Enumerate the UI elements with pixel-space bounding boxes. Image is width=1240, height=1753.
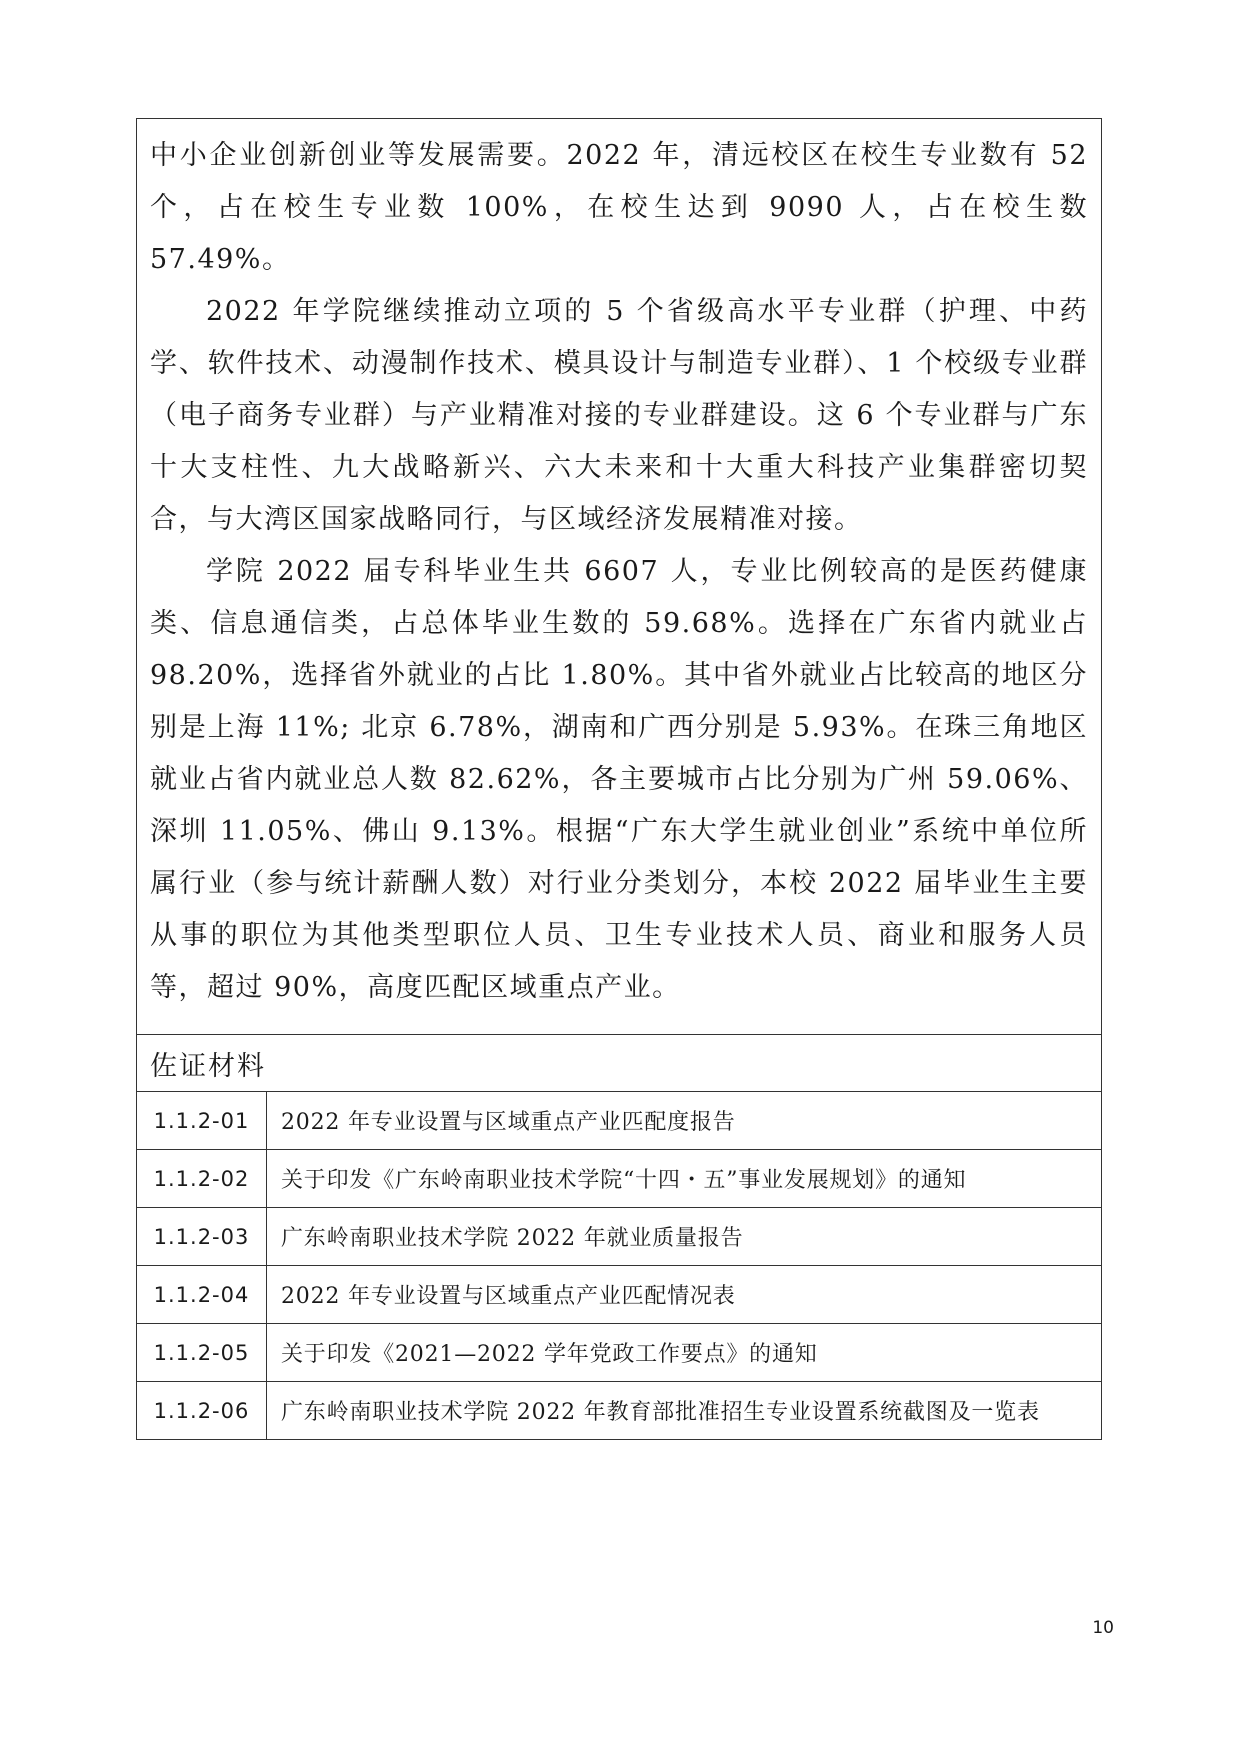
evidence-code: 1.1.2-06 (137, 1382, 267, 1440)
evidence-row (137, 1266, 1102, 1324)
evidence-row (137, 1324, 1102, 1382)
evidence-title: 广东岭南职业技术学院 2022 年教育部批准招生专业设置系统截图及一览表 (267, 1382, 1102, 1440)
evidence-title: 2022 年专业设置与区域重点产业匹配度报告 (267, 1092, 1102, 1150)
body-cell (137, 119, 1102, 1035)
body-paragraph: 学院 2022 届专科毕业生共 6607 人，专业比例较高的是医药健康类、信息通信类，占总体毕业生数的 59.68%。选择在广东省内就业占 98.20%，选择省外就业的占比 1.80%。其中省外就业占比较高的地区分别是上海 11%; 北京 6.78%，湖南和广西分别是 5.93%。在珠三角地区就业占省内就业总人数 82.62%，各主要城市占比分别为广州 59.06%、深圳 11.05%、佛山 9.13%。根据“广东大学生就业创业”系统中单位所属行业（参与统计薪酬人数）对行业分类划分，本校 2022 届毕业生主要从事的职位为其他类型职位人员、卫生专业技术人员、商业和服务人员等，超过 90%，高度匹配区域重点产业。 (150, 556, 1088, 1003)
evidence-code: 1.1.2-02 (137, 1150, 267, 1208)
evidence-heading: 佐证材料 (137, 1035, 1102, 1092)
body-paragraph: 2022 年学院继续推动立项的 5 个省级高水平专业群（护理、中药学、软件技术、动漫制作技术、模具设计与制造专业群）、1 个校级专业群（电子商务专业群）与产业精准对接的专业群建设。这 6 个专业群与广东十大支柱性、九大战略新兴、六大未来和十大重大科技产业集群密切契合，与大湾区国家战略同行，与区域经济发展精准对接。 (150, 296, 1088, 535)
evidence-row (137, 1208, 1102, 1266)
evidence-title: 关于印发《广东岭南职业技术学院“十四・五”事业发展规划》的通知 (267, 1150, 1102, 1208)
document-table (136, 118, 1102, 1440)
evidence-title: 广东岭南职业技术学院 2022 年就业质量报告 (267, 1208, 1102, 1266)
evidence-row (137, 1382, 1102, 1440)
evidence-code: 1.1.2-03 (137, 1208, 267, 1266)
evidence-code: 1.1.2-01 (137, 1092, 267, 1150)
evidence-row (137, 1092, 1102, 1150)
body-row (137, 119, 1102, 1035)
evidence-title: 2022 年专业设置与区域重点产业匹配情况表 (267, 1266, 1102, 1324)
page-number: 10 (1092, 1618, 1114, 1638)
body-paragraph: 中小企业创新创业等发展需要。2022 年，清远校区在校生专业数有 52 个，占在校生专业数 100%，在校生达到 9090 人，占在校生数 57.49%。 (150, 140, 1088, 275)
evidence-heading-row (137, 1035, 1102, 1092)
evidence-code: 1.1.2-04 (137, 1266, 267, 1324)
evidence-code: 1.1.2-05 (137, 1324, 267, 1382)
evidence-title: 关于印发《2021—2022 学年党政工作要点》的通知 (267, 1324, 1102, 1382)
evidence-row (137, 1150, 1102, 1208)
